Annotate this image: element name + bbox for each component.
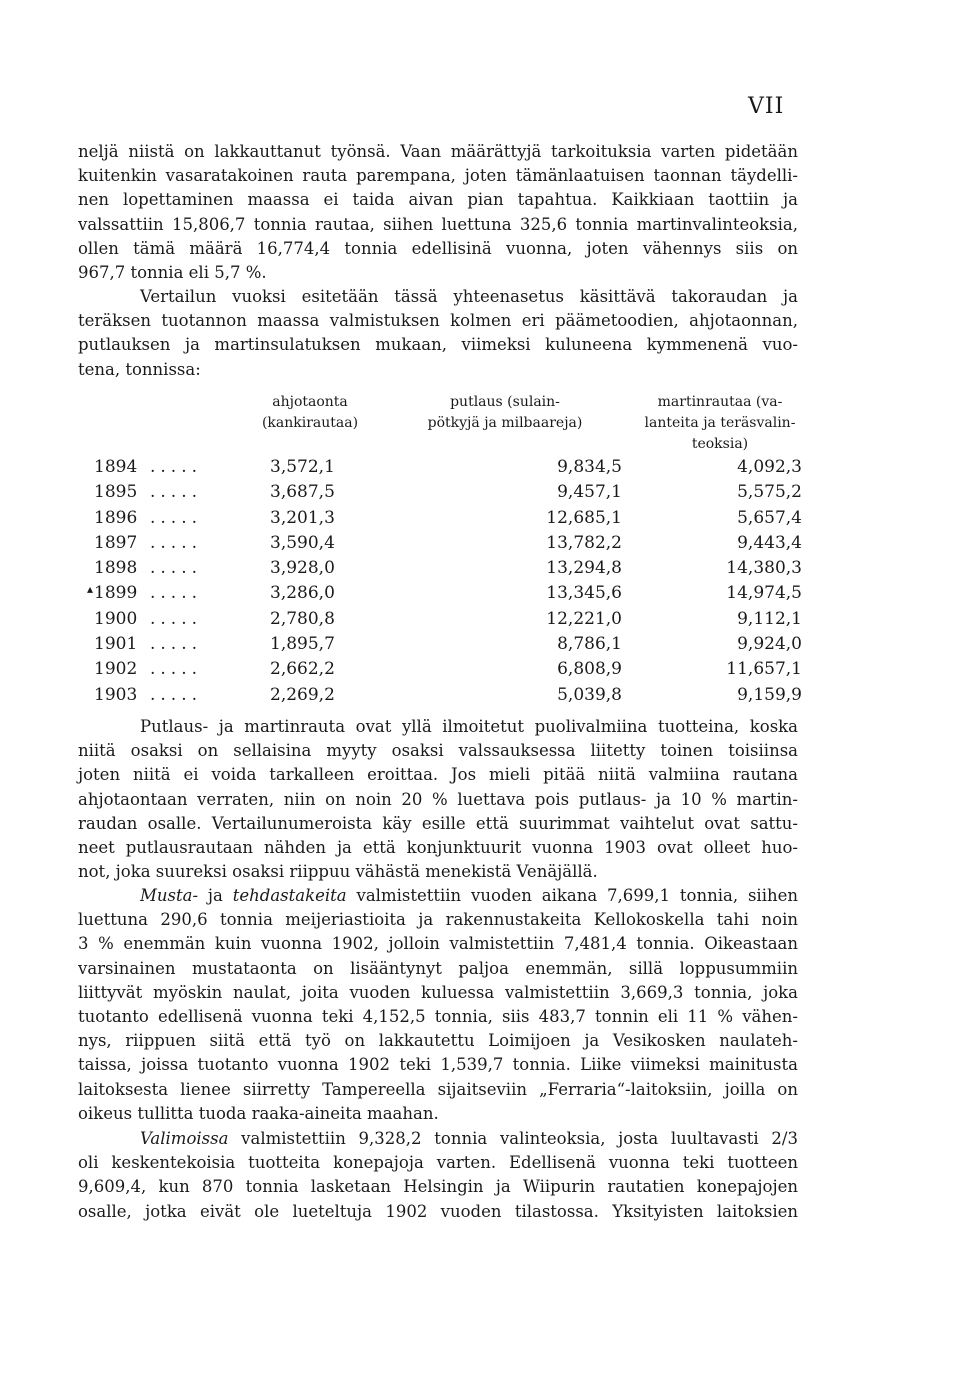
ahjotaonta-cell: 3,590,4 [270, 532, 335, 553]
stray-mark: ▴ [87, 582, 94, 596]
martinrautaa-cell: 5,575,2 [737, 482, 802, 503]
valimo-paragraph [78, 1127, 798, 1224]
text-line: putlauksen ja martinsulatuksen mukaan, viimeksi kuluneena kymmenenä vuo- [78, 335, 798, 355]
putlaus-cell: 13,294,8 [546, 558, 622, 579]
martinrautaa-cell: 11,657,1 [726, 659, 802, 680]
page-number: VII [748, 94, 785, 119]
text-line: Putlaus- ja martinrauta ovat yllä ilmoitetut puolivalmiina tuotteina, koska [140, 717, 798, 736]
ahjotaonta-cell: 3,687,5 [270, 482, 335, 503]
table-row [94, 506, 802, 531]
putlaus-cell: 13,782,2 [546, 532, 622, 553]
putlaus-cell: 12,221,0 [546, 608, 622, 629]
text-line: 967,7 tonnia eli 5,7 %. [78, 263, 267, 283]
ahjotaonta-cell: 1,895,7 [270, 634, 335, 655]
leader-dots: ..... [150, 457, 203, 477]
putlaus-paragraph [78, 715, 798, 884]
column-header-martinrautaa: martinrautaa (va- lanteita ja teräsvalin- teoksia) [644, 394, 796, 452]
valimoissa-term: Valimoissa [140, 1129, 229, 1148]
table-row [94, 556, 802, 581]
text-line: Vertailun vuoksi esitetään tässä yhteenasetus käsittävä takoraudan ja [140, 287, 798, 306]
ahjotaonta-cell: 3,572,1 [270, 457, 335, 477]
putlaus-cell: 6,808,9 [557, 659, 622, 680]
text-line: niitä osaksi on sellaisina myyty osaksi valssauksessa liitetty toinen toisiinsa [78, 741, 798, 761]
leader-dots: ..... [150, 684, 203, 705]
text-line: ahjotaontaan verraten, niin on noin 20 % luettava pois putlaus- ja 10 % martin- [78, 789, 798, 809]
text-line: nen lopettaminen maassa ei taida aivan pian tapahtua. Kaikkiaan taottiin ja [78, 190, 798, 210]
year-cell: 1903 [94, 684, 138, 705]
text-line: raudan osalle. Vertailunumeroista käy esille että suurimmat vaihtelut ovat sattu- [78, 813, 798, 833]
text-line: laitoksesta lienee siirretty Tampereella sijaitseviin „Ferraria“-laitoksiin, joilla on [78, 1079, 798, 1099]
text-line: 3 % enemmän kuin vuonna 1902, jolloin valmistettiin 7,481,4 tonnia. Oikeastaan [78, 934, 798, 954]
text-line: neet putlausrautaan nähden ja että konjunktuurit vuonna 1903 ovat olleet huo- [78, 838, 798, 858]
text-line: Musta- ja tehdastakeita valmistettiin vuoden aikana 7,699,1 tonnia, siihen [140, 886, 799, 905]
text-line: oikeus tullitta tuoda raaka-aineita maahan. [78, 1103, 439, 1123]
year-cell: 1896 [94, 507, 138, 528]
text-line: tena, tonnissa: [78, 359, 201, 379]
table-row [94, 455, 802, 480]
text-line: tuotanto edellisenä vuonna teki 4,152,5 tonnia, siis 483,7 tonnin eli 11 % vähen- [78, 1007, 798, 1027]
ahjotaonta-cell: 2,780,8 [270, 608, 335, 629]
leader-dots: ..... [150, 507, 203, 528]
text-line: luettuna 290,6 tonnia meijeriastioita ja rakennustakeita Kellokoskella tahi noin [78, 910, 798, 930]
year-cell: 1898 [94, 558, 138, 579]
tehdastakeita-term: tehdastakeita [232, 886, 347, 905]
text-line: neljä niistä on lakkauttanut työnsä. Vaan määrättyjä tarkoituksia varten pidetään [78, 142, 798, 161]
table-row [94, 480, 802, 505]
leader-dots: ..... [150, 608, 203, 629]
ahjotaonta-cell: 3,928,0 [270, 558, 335, 579]
leader-dots: ..... [150, 634, 203, 655]
text-line: teräksen tuotannon maassa valmistuksen kolmen eri päämetoodien, ahjotaonnan, [78, 311, 798, 331]
intro-paragraph [78, 140, 798, 285]
table-row [94, 632, 802, 657]
martinrautaa-cell: 9,924,0 [737, 634, 802, 655]
column-header-ahjotaonta: ahjotaonta (kankirautaa) [261, 394, 359, 431]
year-cell: 1895 [94, 482, 138, 503]
production-table [94, 455, 802, 708]
year-cell: 1899 [94, 583, 138, 604]
martinrautaa-cell: 9,443,4 [737, 532, 802, 553]
text-line: osalle, jotka eivät ole lueteltuja 1902 vuoden tilastossa. Yksityisten laitoksien [78, 1201, 798, 1221]
leader-dots: ..... [150, 583, 203, 604]
leader-dots: ..... [150, 558, 203, 579]
leader-dots: ..... [150, 659, 203, 680]
comparison-paragraph [78, 285, 798, 382]
putlaus-cell: 12,685,1 [546, 507, 622, 528]
column-header-putlaus: putlaus (sulain- pötkyjä ja milbaareja) [427, 394, 583, 431]
year-cell: 1901 [94, 634, 138, 655]
putlaus-cell: 13,345,6 [546, 583, 622, 604]
leader-dots: ..... [150, 532, 203, 553]
table-row [94, 531, 802, 556]
table-row [94, 657, 802, 682]
musta-paragraph [78, 884, 798, 1126]
year-cell: 1894 [94, 457, 138, 477]
text-line: not, joka suureksi osaksi riippuu vähästä menekistä Venäjällä. [78, 862, 598, 882]
text-line: 9,609,4, kun 870 tonnia lasketaan Helsingin ja Wiipurin rautatien konepajojen [78, 1177, 798, 1197]
text-line: Valimoissa valmistettiin 9,328,2 tonnia valinteoksia, josta luultavasti 2/3 [140, 1129, 798, 1148]
text-line: taissa, joissa tuotanto vuonna 1902 teki 1,539,7 tonnia. Liike viimeksi mainitusta [78, 1055, 798, 1075]
text-line: liittyvät myöskin naulat, joita vuoden kuluessa valmistettiin 3,669,3 tonnia, joka [78, 982, 798, 1002]
year-cell: 1902 [94, 659, 138, 680]
martinrautaa-cell: 5,657,4 [737, 507, 802, 528]
table-row [94, 581, 802, 606]
martinrautaa-cell: 9,159,9 [737, 684, 802, 705]
martinrautaa-cell: 14,974,5 [726, 583, 802, 604]
putlaus-cell: 8,786,1 [557, 634, 622, 655]
text-line: varsinainen mustataonta on lisääntynyt paljoa enemmän, sillä loppusummiin [78, 958, 798, 978]
putlaus-cell: 9,457,1 [557, 482, 622, 503]
table-row [94, 683, 802, 708]
year-cell: 1900 [94, 608, 138, 629]
martinrautaa-cell: 14,380,3 [726, 558, 802, 579]
text-line: valssattiin 15,806,7 tonnia rautaa, siihen luettuna 325,6 tonnia martinvalinteoksia, [78, 214, 798, 234]
year-cell: 1897 [94, 532, 138, 553]
ahjotaonta-cell: 3,286,0 [270, 583, 335, 604]
text-line: joten niitä ei voida tarkalleen eroittaa. Jos mieli pitää niitä valmiina rautana [78, 765, 798, 785]
martinrautaa-cell: 4,092,3 [737, 457, 802, 477]
table-row [94, 607, 802, 632]
musta-term: Musta- [140, 886, 199, 905]
putlaus-cell: 9,834,5 [557, 457, 622, 477]
ahjotaonta-cell: 2,662,2 [270, 659, 335, 680]
martinrautaa-cell: 9,112,1 [737, 608, 802, 629]
ahjotaonta-cell: 2,269,2 [270, 684, 335, 705]
leader-dots: ..... [150, 482, 203, 503]
ahjotaonta-cell: 3,201,3 [270, 507, 335, 528]
putlaus-cell: 5,039,8 [557, 684, 622, 705]
text-line: kuitenkin vasaratakoinen rauta parempana, joten tämänlaatuisen taonnan täydelli- [78, 166, 798, 186]
text-line: ollen tämä määrä 16,774,4 tonnia edellisinä vuonna, joten vähennys siis on [78, 238, 798, 258]
text-line: nys, riippuen siitä että työ on lakkautettu Loimijoen ja Vesikosken naulateh- [78, 1031, 798, 1051]
text-line: oli keskentekoisia tuotteita konepajoja varten. Edellisenä vuonna teki tuotteen [78, 1153, 798, 1173]
